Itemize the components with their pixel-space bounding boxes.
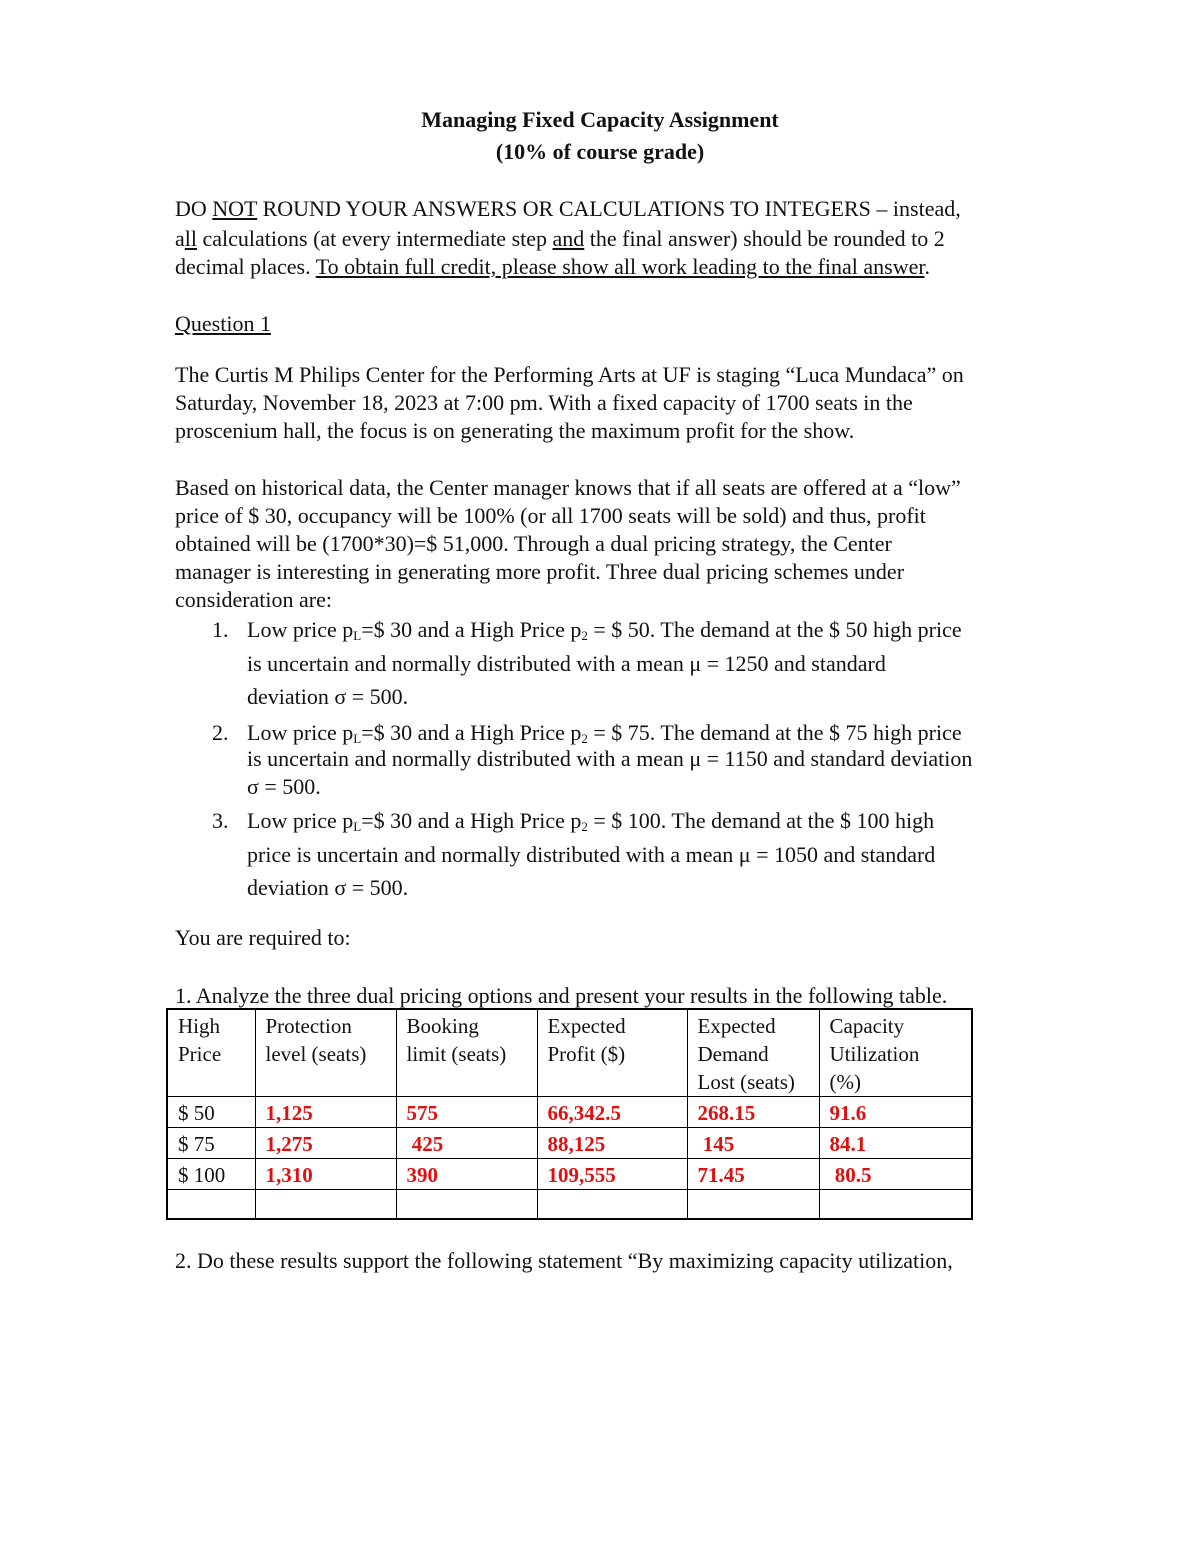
scheme-text: =$ 30 and a High Price p — [361, 720, 582, 745]
protection-level-cell: 1,125 — [255, 1097, 396, 1128]
header-protection-level — [255, 1009, 396, 1097]
high-price-cell: $ 50 — [167, 1097, 255, 1128]
protection-level-cell: 1,275 — [255, 1128, 396, 1159]
booking-limit-cell: 575 — [396, 1097, 537, 1128]
scheme-text: Low price p — [247, 808, 354, 833]
task-2-text: 2. Do these results support the following statement “By maximizing capacity utilization, — [175, 1248, 953, 1273]
header-expected-demand-lost — [687, 1009, 819, 1097]
question-heading: Question 1 — [175, 311, 271, 336]
expected-profit-cell: 88,125 — [537, 1128, 687, 1159]
paragraph-2-line: consideration are: — [175, 587, 332, 612]
header-text: Expected — [697, 1014, 776, 1038]
header-text: Lost (seats) — [697, 1070, 795, 1094]
empty-cell — [537, 1190, 687, 1220]
scheme-line: is uncertain and normally distributed with a mean μ = 1250 and standard — [247, 651, 886, 676]
scheme-line: is uncertain and normally distributed with a mean μ = 1150 and standard deviation — [247, 746, 973, 771]
instructions-text: . — [924, 254, 930, 279]
header-text: Demand — [697, 1042, 769, 1066]
empty-cell — [396, 1190, 537, 1220]
demand-lost-cell: 268.15 — [687, 1097, 819, 1128]
capacity-utilization-cell: 91.6 — [819, 1097, 972, 1128]
scheme-number: 2. — [212, 720, 229, 745]
scheme-text: = $ 50. The demand at the $ 50 high price — [587, 617, 962, 642]
demand-lost-cell: 71.45 — [687, 1159, 819, 1190]
table-row-empty — [167, 1190, 972, 1220]
table-header-row — [167, 1009, 972, 1097]
instructions-text: decimal places. — [175, 254, 316, 279]
required-heading: You are required to: — [175, 925, 351, 950]
header-high-price — [167, 1009, 255, 1097]
scheme-text: =$ 30 and a High Price p — [361, 617, 582, 642]
instructions-text: the final answer) should be rounded to 2 — [584, 226, 945, 251]
scheme-line: deviation σ = 500. — [247, 684, 409, 709]
header-text: High — [178, 1014, 220, 1038]
scheme-line — [247, 720, 962, 747]
instructions-emphasis: NOT — [212, 196, 258, 221]
paragraph-2-line: obtained will be (1700*30)=$ 51,000. Through a dual pricing strategy, the Center — [175, 531, 892, 556]
paragraph-2-line: manager is interesting in generating more profit. Three dual pricing schemes under — [175, 559, 905, 584]
header-booking-limit — [396, 1009, 537, 1097]
empty-cell — [819, 1190, 972, 1220]
instructions-text: ROUND YOUR ANSWERS OR CALCULATIONS TO INTEGERS – instead, — [257, 196, 961, 221]
paragraph-2-line: price of $ 30, occupancy will be 100% (or all 1700 seats will be sold) and thus, profit — [175, 503, 926, 528]
instructions-text: calculations (at every intermediate step — [197, 226, 553, 251]
scheme-line: σ = 500. — [247, 774, 321, 799]
header-text: limit (seats) — [406, 1042, 507, 1066]
booking-limit-cell: 390 — [396, 1159, 537, 1190]
empty-cell — [687, 1190, 819, 1220]
paragraph-1-line: proscenium hall, the focus is on generating the maximum profit for the show. — [175, 418, 855, 443]
table-row — [167, 1159, 972, 1190]
paragraph-2-line: Based on historical data, the Center manager knows that if all seats are offered at a “low” — [175, 475, 961, 500]
scheme-line — [247, 808, 934, 835]
empty-cell — [167, 1190, 255, 1220]
scheme-line — [247, 617, 962, 644]
empty-cell — [255, 1190, 396, 1220]
scheme-text: = $ 100. The demand at the $ 100 high — [587, 808, 935, 833]
document-subtitle: (10% of course grade) — [495, 139, 705, 164]
header-text: level (seats) — [265, 1042, 367, 1066]
instructions-line-1 — [175, 196, 961, 222]
header-text: Expected — [547, 1014, 626, 1038]
header-text: Protection — [265, 1014, 352, 1038]
scheme-text: =$ 30 and a High Price p — [361, 808, 582, 833]
table-row — [167, 1128, 972, 1159]
scheme-subscript: 2 — [581, 819, 588, 834]
instructions-text: DO — [175, 196, 213, 221]
scheme-text: Low price p — [247, 720, 354, 745]
header-text: (%) — [829, 1070, 861, 1094]
scheme-subscript: L — [353, 819, 362, 834]
scheme-number: 3. — [212, 808, 229, 833]
capacity-utilization-cell: 84.1 — [819, 1128, 972, 1159]
instructions-line-3 — [175, 254, 930, 280]
scheme-text: Low price p — [247, 617, 354, 642]
protection-level-cell: 1,310 — [255, 1159, 396, 1190]
header-capacity-utilization — [819, 1009, 972, 1097]
header-text: Capacity — [829, 1014, 905, 1038]
scheme-subscript: 2 — [581, 731, 588, 746]
demand-lost-cell: 145 — [687, 1128, 819, 1159]
scheme-subscript: 2 — [581, 628, 588, 643]
booking-limit-cell: 425 — [396, 1128, 537, 1159]
instructions-emphasis: To obtain full credit, please show all work leading to the final answer — [315, 254, 925, 279]
capacity-utilization-cell: 80.5 — [819, 1159, 972, 1190]
scheme-subscript: L — [353, 628, 362, 643]
scheme-line: price is uncertain and normally distributed with a mean μ = 1050 and standard — [247, 842, 936, 867]
scheme-subscript: L — [353, 731, 362, 746]
paragraph-1-line: Saturday, November 18, 2023 at 7:00 pm. With a fixed capacity of 1700 seats in the — [175, 390, 913, 415]
high-price-cell: $ 75 — [167, 1128, 255, 1159]
task-1-text: 1. Analyze the three dual pricing options and present your results in the following table. — [175, 983, 948, 1008]
instructions-line-2 — [175, 226, 945, 252]
header-text: Profit ($) — [547, 1042, 626, 1066]
header-text: Utilization — [829, 1042, 920, 1066]
expected-profit-cell: 109,555 — [537, 1159, 687, 1190]
paragraph-1-line: The Curtis M Philips Center for the Performing Arts at UF is staging “Luca Mundaca” on — [175, 362, 964, 387]
instructions-text: a — [175, 226, 185, 251]
header-expected-profit — [537, 1009, 687, 1097]
expected-profit-cell: 66,342.5 — [537, 1097, 687, 1128]
scheme-line: deviation σ = 500. — [247, 875, 409, 900]
high-price-cell: $ 100 — [167, 1159, 255, 1190]
table-row — [167, 1097, 972, 1128]
header-text: Price — [178, 1042, 222, 1066]
header-text: Booking — [406, 1014, 479, 1038]
scheme-number: 1. — [212, 617, 229, 642]
instructions-emphasis: ll — [184, 226, 197, 251]
instructions-emphasis: and — [552, 226, 585, 251]
document-title: Managing Fixed Capacity Assignment — [421, 107, 779, 132]
results-table — [166, 1008, 973, 1220]
scheme-text: = $ 75. The demand at the $ 75 high price — [587, 720, 962, 745]
